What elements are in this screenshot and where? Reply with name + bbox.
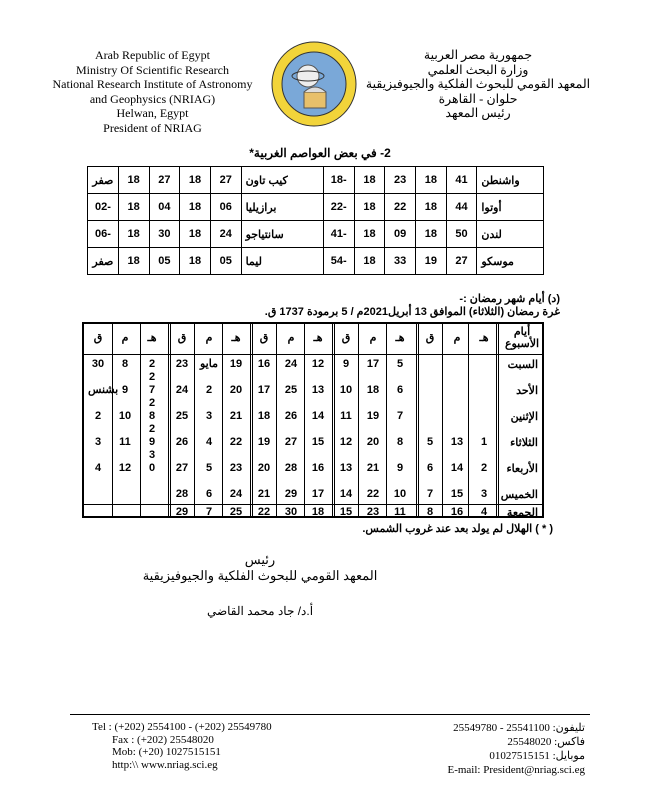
ramadan-title bbox=[60, 293, 560, 318]
calendar-divider bbox=[222, 324, 223, 516]
signature-title: رئيس bbox=[244, 552, 276, 567]
calendar-cell: 15 bbox=[339, 506, 353, 518]
footnote: ( * ) الهلال لم يولد بعد عند غروب الشمس. bbox=[362, 523, 553, 535]
calendar-cell: 25 bbox=[284, 384, 298, 396]
calendar-divider bbox=[386, 324, 387, 516]
calendar-col-label: ق bbox=[93, 332, 103, 344]
calendar-cell: 2 bbox=[205, 384, 213, 396]
capitals-row bbox=[88, 248, 544, 275]
calendar-cell: 24 bbox=[284, 358, 298, 370]
calendar-cell: 7 bbox=[148, 384, 156, 396]
calendar-cell: 19 bbox=[229, 358, 243, 370]
time-cell: 27 bbox=[210, 167, 241, 194]
calendar-cell: 19 bbox=[366, 410, 380, 422]
capitals-table bbox=[87, 166, 544, 275]
time-cell: 18 bbox=[180, 221, 211, 248]
calendar-cell: 25 bbox=[175, 410, 189, 422]
calendar-col-label: هـ bbox=[147, 332, 157, 344]
calendar-cell: 20 bbox=[257, 462, 271, 474]
time-cell: 06 bbox=[210, 194, 241, 221]
time-cell: 18 bbox=[354, 221, 385, 248]
footer-ar-line: موبايل: 01027515151 bbox=[489, 750, 585, 762]
calendar-cell: 10 bbox=[393, 488, 407, 500]
header-arabic bbox=[363, 48, 593, 121]
calendar-cell: 26 bbox=[284, 410, 298, 422]
calendar-cell: 3 bbox=[148, 449, 156, 461]
time-cell: 05 bbox=[210, 248, 241, 275]
calendar-divider bbox=[304, 324, 305, 516]
calendar-cell: 2 bbox=[94, 410, 102, 422]
calendar-cell: 26 bbox=[175, 436, 189, 448]
calendar-cell: 15 bbox=[450, 488, 464, 500]
calendar-cell: 9 bbox=[342, 358, 350, 370]
header-en-line: National Research Institute of Astronomy bbox=[52, 77, 253, 91]
calendar-cell: 20 bbox=[366, 436, 380, 448]
calendar-col-label: م bbox=[453, 332, 461, 344]
time-cell: 27 bbox=[446, 248, 477, 275]
calendar-cell: 9 bbox=[121, 384, 129, 396]
calendar-divider bbox=[416, 324, 419, 516]
header-en-line: and Geophysics (NRIAG) bbox=[89, 91, 216, 106]
header-en-line: President of NRIAG bbox=[103, 120, 202, 135]
time-cell: 02- bbox=[88, 194, 119, 221]
time-cell: 50 bbox=[446, 221, 477, 248]
calendar-cell: 21 bbox=[229, 410, 243, 422]
calendar-divider bbox=[358, 324, 359, 516]
calendar-cell: 28 bbox=[284, 462, 298, 474]
calendar-cell: 3 bbox=[94, 436, 102, 448]
time-cell: صفر bbox=[88, 167, 119, 194]
calendar-cell: 30 bbox=[91, 358, 105, 370]
city-cell: أوتوا bbox=[477, 194, 544, 221]
time-cell: 18 bbox=[354, 167, 385, 194]
calendar-cell: 4 bbox=[94, 462, 102, 474]
calendar-cell: 24 bbox=[229, 488, 243, 500]
calendar-divider bbox=[194, 324, 195, 516]
calendar-cell: 27 bbox=[284, 436, 298, 448]
city-cell: ليما bbox=[241, 248, 323, 275]
time-cell: 33 bbox=[385, 248, 416, 275]
calendar-col-label: ق bbox=[425, 332, 435, 344]
ramadan-line: (د) أيام شهر رمضان :- bbox=[459, 293, 560, 305]
calendar-cell: 5 bbox=[396, 358, 404, 370]
calendar-cell: 22 bbox=[257, 506, 271, 518]
time-cell: 22 bbox=[385, 194, 416, 221]
calendar-cell: 8 bbox=[121, 358, 129, 370]
ramadan-line: غرة رمضان (الثلاثاء) الموافق 13 أبريل2021م / 5 برمودة 1737 ق. bbox=[264, 305, 560, 318]
footer-arabic bbox=[447, 721, 585, 777]
calendar-cell: 13 bbox=[450, 436, 464, 448]
header-english bbox=[35, 48, 270, 135]
calendar-cell: 11 bbox=[119, 436, 131, 448]
time-cell: 18 bbox=[354, 194, 385, 221]
calendar-cell: 2 bbox=[148, 423, 156, 435]
time-cell: 18 bbox=[118, 167, 149, 194]
city-cell: كيب تاون bbox=[241, 167, 323, 194]
capitals-row bbox=[88, 167, 544, 194]
time-cell: 24 bbox=[210, 221, 241, 248]
time-cell: 18 bbox=[118, 221, 149, 248]
calendar-cell: 13 bbox=[311, 384, 325, 396]
calendar-cell: 8 bbox=[426, 506, 434, 518]
city-cell: موسكو bbox=[477, 248, 544, 275]
calendar-cell: 6 bbox=[426, 462, 434, 474]
header-ar-line: رئيس المعهد bbox=[445, 106, 511, 120]
time-cell: 27 bbox=[149, 167, 180, 194]
calendar-cell: 23 bbox=[229, 462, 243, 474]
calendar-col-label: ق bbox=[177, 332, 187, 344]
calendar-cell: 2 bbox=[148, 397, 156, 409]
calendar-cell: 4 bbox=[205, 436, 213, 448]
calendar-cell: 3 bbox=[205, 410, 213, 422]
day-name: الجمعة bbox=[506, 507, 538, 519]
calendar-col-label: ق bbox=[341, 332, 351, 344]
capitals-row bbox=[88, 221, 544, 248]
footer-en-line: Tel : (+202) 2554100 - (+202) 25549780 bbox=[92, 721, 272, 733]
calendar-cell: 12 bbox=[311, 358, 325, 370]
signature-title: المعهد القومي للبحوث الفلكية والجيوفيزيقية bbox=[142, 568, 378, 583]
calendar-cell: 7 bbox=[396, 410, 404, 422]
footer-divider bbox=[70, 714, 590, 715]
calendar-cell: 22 bbox=[366, 488, 380, 500]
time-cell: 30 bbox=[149, 221, 180, 248]
day-name: الثلاثاء bbox=[510, 437, 538, 449]
time-cell: 44 bbox=[446, 194, 477, 221]
calendar-divider bbox=[332, 324, 335, 516]
calendar-cell: 27 bbox=[175, 462, 189, 474]
calendar-cell: 7 bbox=[205, 506, 213, 518]
calendar-cell: 18 bbox=[257, 410, 271, 422]
calendar-cell: 15 bbox=[311, 436, 325, 448]
time-cell: صفر bbox=[88, 248, 119, 275]
footer-ar-line: فاكس: 25548020 bbox=[507, 736, 585, 748]
time-cell: 04 bbox=[149, 194, 180, 221]
calendar-cell: 22 bbox=[229, 436, 243, 448]
calendar-cell: 2 bbox=[148, 358, 156, 370]
calendar-cell: 11 bbox=[394, 506, 406, 518]
calendar-cell: 4 bbox=[480, 506, 488, 518]
time-cell: 06- bbox=[88, 221, 119, 248]
header-ar-line: وزارة البحث العلمي bbox=[427, 62, 529, 77]
calendar-cell: 17 bbox=[257, 384, 271, 396]
calendar-cell: 7 bbox=[426, 488, 434, 500]
day-name: الخميس bbox=[500, 489, 538, 501]
calendar-cell: بشنس bbox=[88, 384, 119, 396]
calendar-divider bbox=[250, 324, 253, 516]
calendar-cell: 2 bbox=[148, 371, 156, 383]
header-ar-line: المعهد القومي للبحوث الفلكية والجيوفيزيقية bbox=[365, 77, 591, 91]
time-cell: 09 bbox=[385, 221, 416, 248]
footer-en-line: Mob: (+20) 1027515151 bbox=[112, 746, 221, 758]
calendar-cell: 21 bbox=[257, 488, 271, 500]
calendar-col-label: م bbox=[287, 332, 295, 344]
calendar-col-label: م bbox=[369, 332, 377, 344]
calendar-cell: 16 bbox=[257, 358, 271, 370]
time-cell: 18 bbox=[416, 194, 447, 221]
calendar-cell: 14 bbox=[311, 410, 325, 422]
time-cell: 41- bbox=[323, 221, 354, 248]
calendar-col-label: م bbox=[121, 332, 129, 344]
calendar-cell: 0 bbox=[148, 462, 156, 474]
calendar-cell: 1 bbox=[480, 436, 488, 448]
calendar-cell: 20 bbox=[229, 384, 243, 396]
calendar-cell: 8 bbox=[396, 436, 404, 448]
ramadan-calendar bbox=[82, 322, 544, 518]
city-cell: برازيليا bbox=[241, 194, 323, 221]
calendar-cell: مايو bbox=[200, 358, 218, 370]
header-en-line: Ministry Of Scientific Research bbox=[76, 62, 229, 77]
calendar-cell: 29 bbox=[284, 488, 298, 500]
calendar-cell: 9 bbox=[148, 436, 156, 448]
time-cell: 18 bbox=[118, 248, 149, 275]
calendar-divider bbox=[140, 324, 141, 516]
calendar-divider bbox=[442, 324, 443, 516]
calendar-cell: 14 bbox=[450, 462, 464, 474]
calendar-cell: 5 bbox=[426, 436, 434, 448]
time-cell: 22- bbox=[323, 194, 354, 221]
calendar-cell: 12 bbox=[118, 462, 132, 474]
calendar-divider bbox=[168, 324, 171, 516]
time-cell: 18 bbox=[118, 194, 149, 221]
calendar-divider bbox=[84, 354, 542, 355]
section-title: 2- في بعض العواصم الغربية* bbox=[249, 146, 391, 160]
time-cell: 05 bbox=[149, 248, 180, 275]
calendar-cell: 2 bbox=[480, 462, 488, 474]
calendar-cell: 21 bbox=[366, 462, 380, 474]
footer-ar-line: E-mail: President@nriag.sci.eg bbox=[447, 764, 585, 776]
calendar-cell: 9 bbox=[396, 462, 404, 474]
calendar-cell: 10 bbox=[118, 410, 132, 422]
week-header: أيام الأسبوع bbox=[504, 326, 540, 350]
calendar-col-label: هـ bbox=[479, 332, 489, 344]
calendar-cell: 12 bbox=[339, 436, 353, 448]
calendar-col-label: هـ bbox=[231, 332, 241, 344]
calendar-col-label: هـ bbox=[313, 332, 323, 344]
calendar-cell: 30 bbox=[284, 506, 298, 518]
time-cell: 18 bbox=[416, 167, 447, 194]
calendar-cell: 10 bbox=[339, 384, 353, 396]
calendar-cell: 3 bbox=[480, 488, 488, 500]
calendar-cell: 6 bbox=[205, 488, 213, 500]
day-name: الأحد bbox=[516, 385, 538, 397]
calendar-col-label: م bbox=[205, 332, 213, 344]
day-name: الأربعاء bbox=[506, 463, 538, 475]
calendar-cell: 14 bbox=[339, 488, 353, 500]
calendar-cell: 24 bbox=[175, 384, 189, 396]
calendar-cell: 16 bbox=[450, 506, 464, 518]
footer-ar-line: تليفون: 25541100 - 25549780 bbox=[453, 722, 585, 734]
signature-block bbox=[110, 552, 410, 584]
time-cell: 18 bbox=[354, 248, 385, 275]
calendar-divider bbox=[84, 504, 542, 505]
calendar-divider bbox=[276, 324, 277, 516]
calendar-cell: 8 bbox=[148, 410, 156, 422]
calendar-cell: 18 bbox=[366, 384, 380, 396]
header-en-line: Arab Republic of Egypt bbox=[95, 48, 210, 62]
time-cell: 18 bbox=[180, 167, 211, 194]
calendar-col-label: هـ bbox=[395, 332, 405, 344]
city-cell: سانتياجو bbox=[241, 221, 323, 248]
calendar-cell: 17 bbox=[366, 358, 380, 370]
calendar-cell: 13 bbox=[339, 462, 353, 474]
calendar-cell: 25 bbox=[229, 506, 243, 518]
footer-en-line: Fax : (+202) 25548020 bbox=[112, 733, 214, 746]
header-ar-line: جمهورية مصر العربية bbox=[423, 48, 533, 62]
footer-en-line: http:\\ www.nriag.sci.eg bbox=[112, 758, 218, 771]
time-cell: 41 bbox=[446, 167, 477, 194]
time-cell: 18 bbox=[180, 194, 211, 221]
footer-english bbox=[92, 721, 272, 771]
calendar-col-label: ق bbox=[259, 332, 269, 344]
signature-name: أ.د/ جاد محمد القاضي bbox=[206, 604, 314, 618]
city-cell: لندن bbox=[477, 221, 544, 248]
time-cell: 18- bbox=[323, 167, 354, 194]
header-ar-line: حلوان - القاهرة bbox=[438, 91, 518, 106]
calendar-cell: 17 bbox=[311, 488, 325, 500]
calendar-cell: 11 bbox=[340, 410, 352, 422]
calendar-cell: 23 bbox=[175, 358, 189, 370]
calendar-cell: 19 bbox=[257, 436, 271, 448]
city-cell: واشنطن bbox=[477, 167, 544, 194]
header-en-line: Helwan, Egypt bbox=[116, 106, 189, 120]
calendar-cell: 28 bbox=[175, 488, 189, 500]
calendar-cell: 23 bbox=[366, 506, 380, 518]
time-cell: 23 bbox=[385, 167, 416, 194]
time-cell: 19 bbox=[416, 248, 447, 275]
calendar-cell: 29 bbox=[175, 506, 189, 518]
calendar-cell: 18 bbox=[311, 506, 325, 518]
day-name: الإثنين bbox=[510, 411, 538, 423]
calendar-cell: 6 bbox=[396, 384, 404, 396]
calendar-cell: 16 bbox=[311, 462, 325, 474]
time-cell: 18 bbox=[416, 221, 447, 248]
calendar-divider bbox=[112, 324, 113, 516]
day-name: السبت bbox=[507, 359, 538, 371]
time-cell: 54- bbox=[323, 248, 354, 275]
nriag-logo bbox=[270, 40, 358, 128]
capitals-row bbox=[88, 194, 544, 221]
time-cell: 18 bbox=[180, 248, 211, 275]
calendar-divider bbox=[468, 324, 469, 516]
calendar-cell: 5 bbox=[205, 462, 213, 474]
